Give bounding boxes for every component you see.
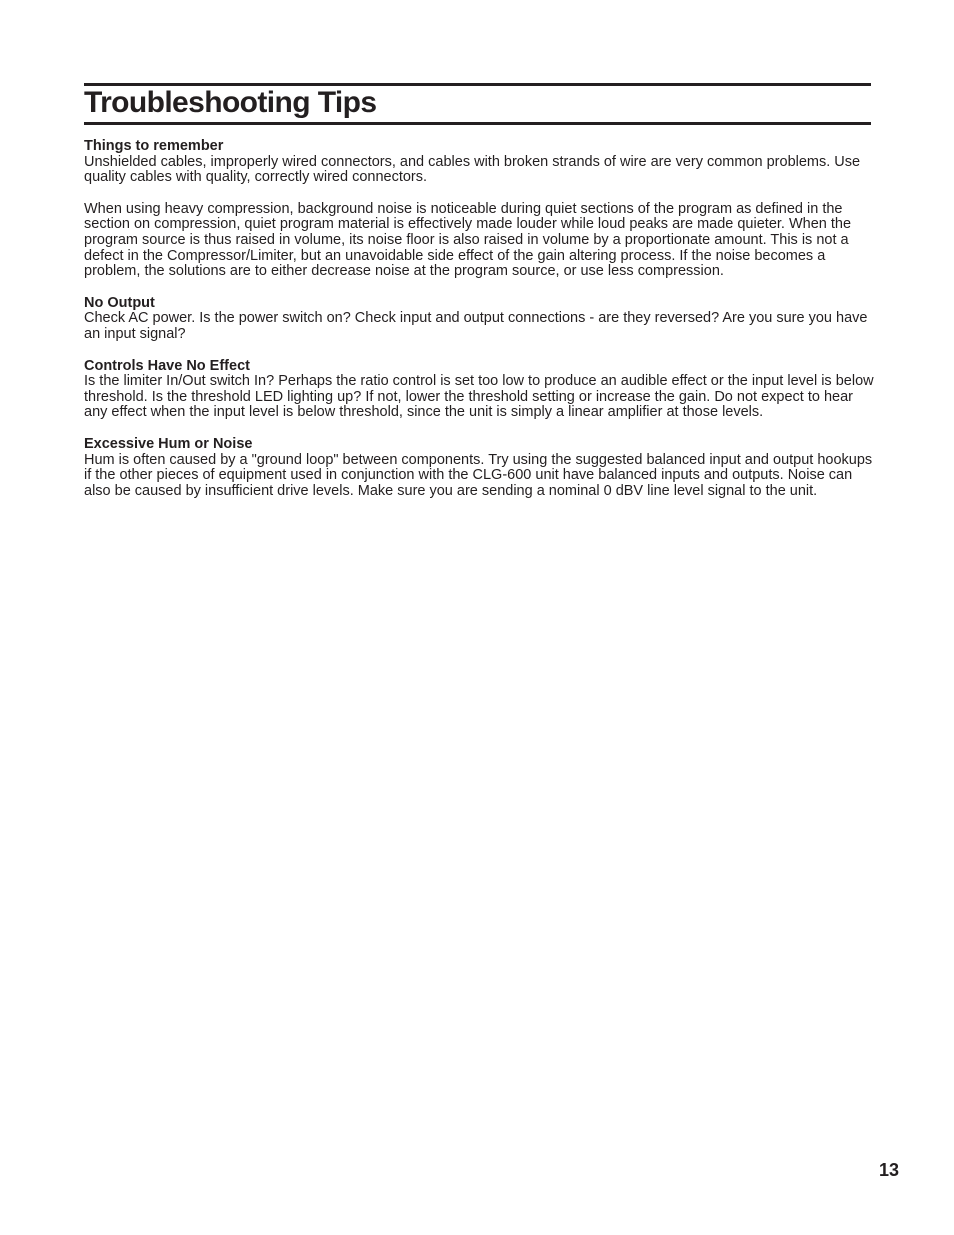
paragraph: Unshielded cables, improperly wired connectors, and cables with broken strands of wire are very common problems. Use quality cables with quality, correctly wired connectors. — [84, 153, 861, 186]
paragraph: Check AC power. Is the power switch on? Check input and output connections - are they reversed? Are you sure you have an input signal? — [84, 310, 868, 342]
paragraph: Hum is often caused by a "ground loop" between components. Try using the suggested balanced input and output hookups if the other pieces of equipment used in conjunction with the CLG-600 unit have balanced inputs and outputs. Noise can also be caused by insufficient drive levels. Make sure you are sending a nominal 0 dBV line level signal to the unit. — [84, 451, 873, 499]
section-controls-have-no-effect — [84, 359, 874, 421]
section-heading: No Output — [84, 294, 155, 311]
document-body — [84, 139, 874, 515]
section-heading: Controls Have No Effect — [84, 357, 250, 374]
section-heading: Things to remember — [84, 138, 224, 154]
section-excessive-hum-or-noise — [84, 437, 874, 499]
section-no-output — [84, 296, 874, 343]
paragraph: Is the limiter In/Out switch In? Perhaps the ratio control is set too low to produce an audible effect or the input level is below threshold. Is the threshold LED lighting up? If not, lower the threshold setting or increase the gain. Do not expect to hear any effect when the input level is below threshold, since the unit is simply a linear amplifier at those levels. — [84, 373, 874, 421]
section-things-to-remember — [84, 139, 874, 280]
title-bottom-rule — [84, 122, 871, 125]
paragraph: When using heavy compression, background noise is noticeable during quiet sections of the program as defined in the section on compression, quiet program material is effectively made louder while loud peaks are made quieter. When the program source is thus raised in volume, its noise floor is also raised in volume by a proportionate amount. This is not a defect in the Compressor/Limiter, but an unavoidable side effect of the gain altering process. If the noise becomes a problem, the solutions are to either decrease noise at the program source, or use less compression. — [84, 200, 852, 280]
page-title: Troubleshooting Tips — [84, 86, 377, 119]
section-heading: Excessive Hum or Noise — [84, 435, 253, 452]
page-number: 13 — [878, 1160, 899, 1180]
